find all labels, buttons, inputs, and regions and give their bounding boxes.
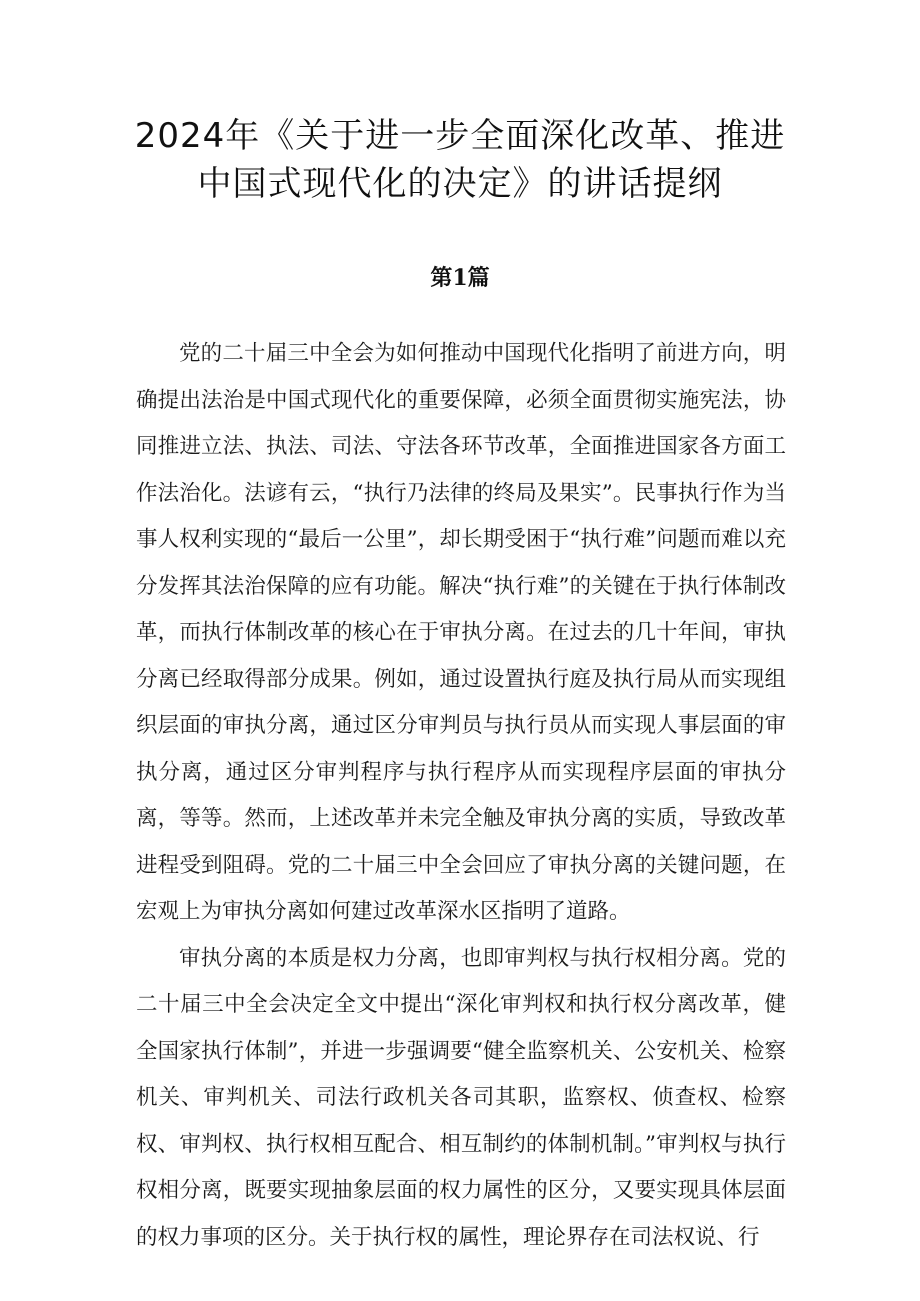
paragraph-1: 党的二十届三中全会为如何推动中国现代化指明了前进方向，明确提出法治是中国式现代化的重要保障，必须全面贯彻实施宪法，协同推进立法、执法、司法、守法各环节改革，全面推进国家各方面工作法治化。法谚有云，“执行乃法律的终局及果实”。民事执行作为当事人权利实现的“最后一公里”，却长期受困于“执行难”问题而难以充分发挥其法治保障的应有功能。解决“执行难”的关键在于执行体制改革，而执行体制改革的核心在于审执分离。在过去的几十年间，审执分离已经取得部分成果。例如，通过设置执行庭及执行局从而实现组织层面的审执分离，通过区分审判员与执行员从而实现人事层面的审执分离，通过区分审判程序与执行程序从而实现程序层面的审执分离，等等。然而，上述改革并未完全触及审执分离的实质，导致改革进程受到阻碍。党的二十届三中全会回应了审执分离的关键问题，在宏观上为审执分离如何建过改革深水区指明了道路。 (136, 341, 787, 924)
document-body (136, 331, 786, 1261)
paragraph-2: 审执分离的本质是权力分离，也即审判权与执行权相分离。党的二十届三中全会决定全文中提出“深化审判权和执行权分离改革，健全国家执行体制”，并进一步强调要“健全监察机关、公安机关、检察机关、审判机关、司法行政机关各司其职，监察权、侦查权、检察权、审判权、执行权相互配合、相互制约的体制机制。”审判权与执行权相分离，既要实现抽象层面的权力属性的区分，又要实现具体层面的权力事项的区分。关于执行权的属性，理论界存在司法权说、行 (136, 945, 786, 1250)
section-heading: 第1篇 (430, 265, 490, 291)
document-title: 2024年《关于进一步全面深化改革、推进中国式现代化的决定》的讲话提纲 (134, 116, 786, 204)
